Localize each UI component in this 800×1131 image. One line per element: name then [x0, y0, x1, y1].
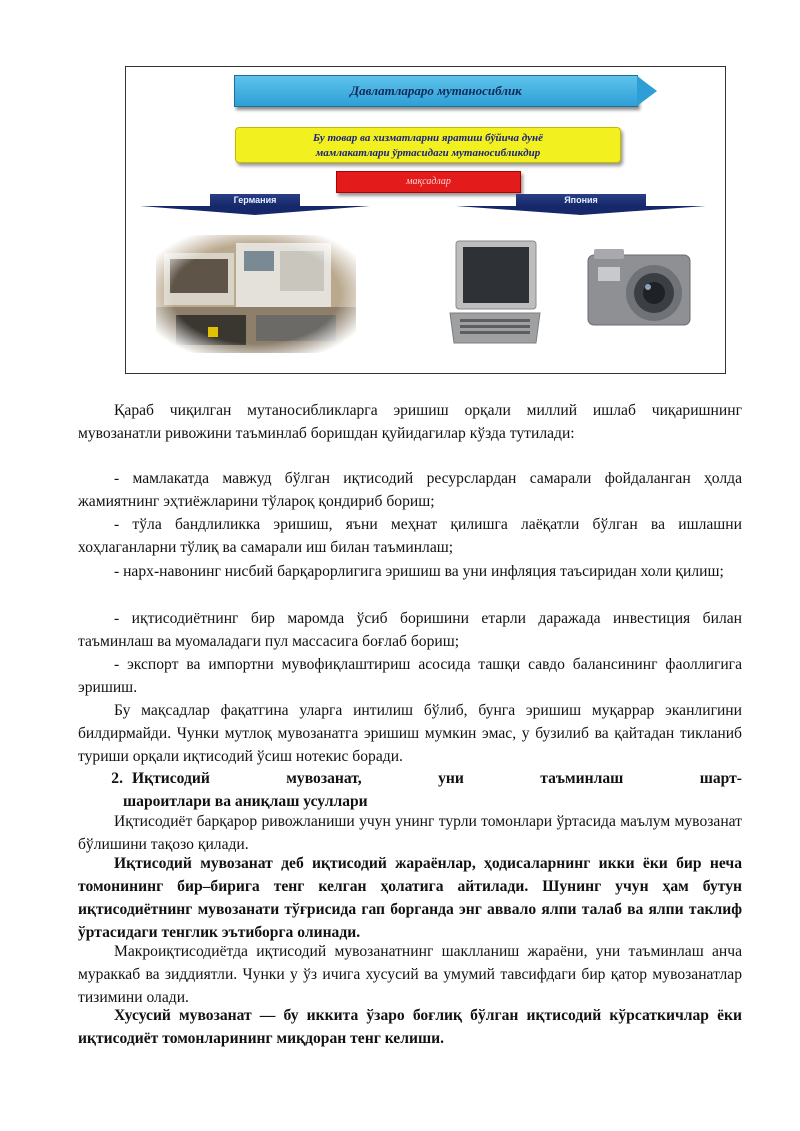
paragraph-stability: Иқтисодиёт барқарор ривожланиши учун унинг турли томонлари ўртасида маълум мувозанат бўлишини тақозо қилади.: [78, 813, 742, 853]
arrow-down-icon: [456, 206, 706, 215]
country-arrow-germany: [140, 194, 370, 216]
paragraph-definition: Иқтисодий мувозанат деб иқтисодий жараёнлар, ҳодисаларнинг икки ёки бир неча томонининг бир–бирига тенг келган ҳолатига айтилади. Шунинг учун ҳам бутун иқтисодиётнинг мувозанати тўғрисида гап борганда энг аввало ялпи талаб ва ялпи таклиф ўртасидаги тенглик эътиборга олинади.: [78, 855, 742, 941]
laptop-image: [448, 235, 543, 353]
banner-definition-line2: мамлакатлари ўртасидаги мутаносибликдир: [315, 147, 541, 159]
banner-goals: мақсадлар: [336, 171, 521, 193]
banner-definition-line1: Бу товар ва хизматларни яратиш бўйича дунё: [313, 132, 543, 144]
diagram-figure: [125, 66, 726, 374]
section-heading-line2: шароитлари ва аниқлаш усуллари: [123, 793, 368, 810]
country-label-japan: Япония: [516, 194, 646, 206]
list-item-prices: - нарх-навонинг нисбий барқарорлигига эришиш ва уни инфляция таъсиридан холи қилиш;: [114, 563, 724, 580]
banner-interstate-balance: Давлатлараро мутаносиблик: [234, 75, 638, 107]
section-heading-number: 2.: [111, 770, 123, 787]
paragraph-private-balance: Хусусий мувозанат — бу иккита ўзаро боғлиқ бўлган иқтисодий кўрсаткичлар ёки иқтисодиёт томонларининг миқдоран тенг келиши.: [78, 1007, 742, 1047]
list-item-resources: - мамлакатда мавжуд бўлган иқтисодий ресурслардан самарали фойдаланган ҳолда жамиятнинг эҳтиёжларини тўлароқ қондириб бориш;: [78, 470, 742, 510]
country-arrow-japan: [456, 194, 706, 216]
industrial-machine-image: [156, 235, 356, 353]
list-item-investment: - иқтисодиётнинг бир маромда ўсиб боришини етарли даражада инвестиция билан таъминлаш ва муомаладаги пул массасига боғлаб бориш;: [78, 610, 742, 650]
banner-definition: [235, 127, 621, 163]
list-item-employment: - тўла бандлиликка эришиш, яъни меҳнат қилишга лаёқатли бўлган ва ишлашни хоҳлаганларни тўлиқ ва самарали иш билан таъминлаш;: [78, 516, 742, 556]
camera-image: [584, 245, 694, 337]
list-item-export: - экспорт ва импортни мувофиқлаштириш асосида ташқи савдо балансининг фаоллигига эришиш.: [78, 656, 742, 696]
paragraph-goals: Бу мақсадлар фақатгина уларга интилиш бўлиб, бунга эришиш муқаррар эканлигини билдирмайди. Чунки мутлоқ мувозанатга эришиш мумкин эмас, у бузилиб ва қайтадан тикланиб туриши орқали иқтисодий ўсиш нотекис боради.: [78, 702, 742, 765]
section-heading-line1: Иқтисодий мувозанат, уни таъминлаш шарт-: [132, 770, 742, 787]
country-label-germany: Германия: [210, 194, 300, 206]
paragraph-intro: Қараб чиқилган мутаносибликларга эришиш орқали миллий ишлаб чиқаришнинг мувозанатли ривожини таъминлаб боришдан қуйидагилар кўзда тутилади:: [78, 402, 742, 442]
section-heading: [78, 767, 742, 813]
arrow-down-icon: [140, 206, 370, 215]
paragraph-macro: Макроиқтисодиётда иқтисодий мувозанатнинг шаклланиш жараёни, уни таъминлаш анча мураккаб ва зиддиятли. Чунки у ўз ичига хусусий ва умумий тавсифдаги бир қатор мувозанатлар тизимини олади.: [78, 943, 742, 1006]
